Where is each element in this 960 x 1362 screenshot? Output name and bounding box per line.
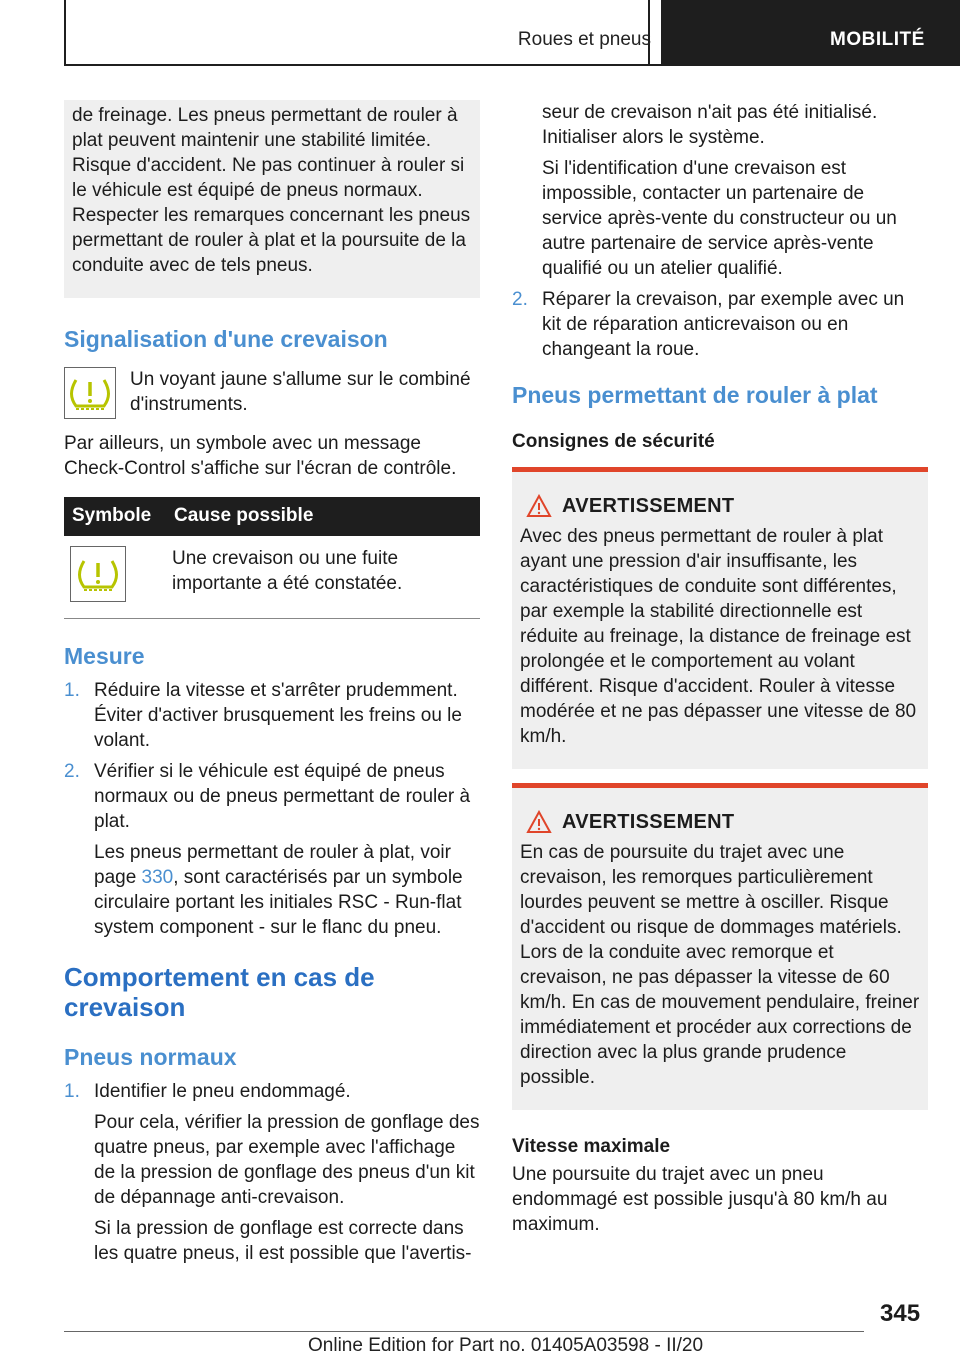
warning-text: Avec des pneus permettant de rouler à plat ayant une pression d'air insuffisante, les caractéristiques de conduite sont différentes, par exemple la stabilité directionnelle est réduite au freinage, la distance de freinage est prolongée et le comportement au volant différent. Risque d'accident. Rouler à vitesse modérée et ne pas dépasser une vitesse de 80 km/h. xyxy=(520,526,917,747)
heading-rsc: Pneus permettant de rouler à plat xyxy=(512,382,878,408)
normaux-list xyxy=(64,1079,480,1266)
list-item-note: Pour cela, vérifier la pression de gonflage des quatre pneus, par exemple avec l'affichage de la pression de gonflage des pneus d'un kit de dépannage anti-crevaison. xyxy=(94,1112,480,1208)
header-chapter-tab: MOBILITÉ xyxy=(661,0,960,66)
warning-title-text: AVERTISSEMENT xyxy=(562,810,735,833)
table-header-symbol: Symbole xyxy=(64,497,166,536)
continued-step xyxy=(512,100,928,281)
vitesse-text: Une poursuite du trajet avec un pneu endommagé est possible jusqu'à 80 km/h au maximum. xyxy=(512,1164,888,1235)
continued-text: seur de crevaison n'ait pas été initialisé. Initialiser alors le système. xyxy=(542,102,878,148)
table-cell-cause: Une crevaison ou une fuite importante a été constatée. xyxy=(172,548,403,594)
mesure-list xyxy=(64,678,480,940)
warning-box-2 xyxy=(512,783,928,1110)
list-item xyxy=(64,678,480,753)
list-item xyxy=(64,759,480,940)
note-text-a: Les pneus permettant de rouler à plat, voir page xyxy=(94,842,451,888)
tire-pressure-warning-icon xyxy=(64,367,116,419)
continued-text-2: Si l'identification d'une crevaison est impossible, contacter un partenaire de service après-vente du constructeur ou un autre partenaire de service après-vente qualifié ou un atelier qualifié. xyxy=(542,158,897,279)
list-item-text: Vérifier si le véhicule est équipé de pneus normaux ou de pneus permettant de rouler à plat. xyxy=(94,761,471,832)
warning-continuation-box xyxy=(64,100,480,298)
table-bottom-rule xyxy=(64,618,480,619)
signal-text: Un voyant jaune s'allume sur le combiné d'instruments. xyxy=(130,369,471,415)
warning-text: En cas de poursuite du trajet avec une crevaison, les remorques particulièrement lourdes peuvent se mettre à osciller. Risque d'accident ou risque de dommages matériels. Lors de la conduite avec remorque et crevaison, ne pas dépasser la vitesse de 60 km/h. En cas de mouvement pendulaire, freiner immédiatement et procéder aux corrections de direction avec la plus grande prudence possible. xyxy=(520,842,920,1088)
tire-pressure-warning-icon xyxy=(70,546,126,602)
list-item xyxy=(512,287,928,362)
heading-signalisation: Signalisation d'une crevaison xyxy=(64,326,388,352)
heading-vitesse: Vitesse maximale xyxy=(512,1136,671,1157)
table-cell-symbol xyxy=(64,536,166,618)
list-number: 2. xyxy=(512,289,528,310)
list-item-text: Identifier le pneu endommagé. xyxy=(94,1081,351,1102)
right-column xyxy=(512,100,928,1237)
warning-continuation-text: de freinage. Les pneus permettant de rouler à plat peuvent maintenir une stabilité limitée. Risque d'accident. Ne pas continuer à rouler si le véhicule est équipé de pneus normaux. Respecter les remarques concernant les pneus permettant de rouler à plat et la poursuite de la conduite avec de tels pneus. xyxy=(72,105,471,276)
heading-comportement: Comportement en cas de crevaison xyxy=(64,962,375,1022)
page-link-330[interactable]: 330 xyxy=(141,867,174,888)
header-section-title: Roues et pneus xyxy=(517,29,651,50)
list-item-note xyxy=(94,840,480,940)
heading-consignes: Consignes de sécurité xyxy=(512,431,715,452)
warning-title xyxy=(520,810,920,834)
list-item-text: Réparer la crevaison, par exemple avec un kit de réparation anticrevaison ou en changeant la roue. xyxy=(542,289,905,360)
warning-title xyxy=(520,494,920,518)
footer-rule xyxy=(64,1331,864,1332)
repair-list xyxy=(512,287,928,362)
list-item xyxy=(64,1079,480,1266)
footer-edition: Online Edition for Part no. 01405A03598 - II/20 xyxy=(308,1335,704,1356)
heading-mesure: Mesure xyxy=(64,643,145,669)
table-row xyxy=(64,536,480,618)
list-item-note: Si la pression de gonflage est correcte dans les quatre pneus, il est possible que l'avertis- xyxy=(94,1218,472,1264)
warning-triangle-icon xyxy=(526,810,552,834)
heading-pneus-normaux: Pneus normaux xyxy=(64,1044,237,1070)
list-number: 1. xyxy=(64,1081,80,1102)
list-number: 2. xyxy=(64,761,80,782)
list-number: 1. xyxy=(64,680,80,701)
check-control-text: Par ailleurs, un symbole avec un message Check-Control s'affiche sur l'écran de contrôle. xyxy=(64,433,457,479)
header-left-rule xyxy=(64,0,66,66)
page-number: 345 xyxy=(880,1300,921,1327)
left-column xyxy=(64,100,480,1272)
warning-box-1 xyxy=(512,467,928,769)
signal-row xyxy=(64,367,480,419)
symbol-table xyxy=(64,497,480,618)
table-header-cause: Cause possible xyxy=(166,497,480,536)
warning-title-text: AVERTISSEMENT xyxy=(562,494,735,517)
note-text-b: , sont caractérisés par un symbole circulaire portant les initiales RSC - Run-flat system component - sur le flanc du pneu. xyxy=(94,867,463,938)
list-item-text: Réduire la vitesse et s'arrêter prudemment. Éviter d'activer brusquement les freins ou le volant. xyxy=(94,680,462,751)
warning-triangle-icon xyxy=(526,494,552,518)
